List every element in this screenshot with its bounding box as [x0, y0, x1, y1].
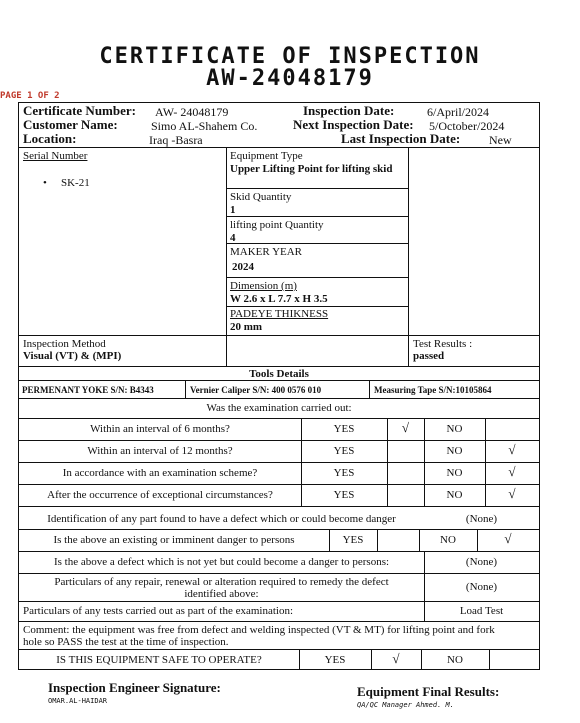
tool-tape: Measuring Tape S/N:10105864 — [374, 385, 492, 395]
cell-divider — [485, 462, 486, 484]
repair-question-l1: Particulars of any repair, renewal or alteration required to remedy the defect — [54, 576, 389, 588]
exam-row-no-check: √ — [508, 442, 516, 457]
defect-id-answer: (None) — [465, 513, 498, 525]
method-value: Visual (VT) & (MPI) — [23, 350, 122, 362]
exam-row-question: In accordance with an examination scheme? — [62, 467, 258, 479]
skid-qty-label: Skid Quantity — [230, 191, 292, 203]
cell-divider — [424, 484, 425, 506]
future-defect-answer: (None) — [465, 556, 498, 568]
final-results-name: QA/QC Manager Ahmed. M. — [357, 701, 454, 709]
cell-divider — [387, 440, 388, 462]
exam-row-no: NO — [446, 423, 463, 435]
method-label: Inspection Method — [23, 338, 106, 350]
row-divider — [19, 484, 539, 485]
results-label: Test Results : — [413, 338, 473, 350]
cell-divider — [387, 418, 388, 440]
lifting-point-qty-label: lifting point Quantity — [230, 219, 324, 231]
lifting-point-qty-value: 4 — [230, 232, 236, 244]
defect-id-question: Identification of any part found to have a defect which or could become danger — [47, 513, 396, 525]
cert-value: AW- 24048179 — [155, 105, 229, 119]
cell-divider — [387, 484, 388, 506]
tool-caliper: Vernier Caliper S/N: 400 0576 010 — [190, 385, 322, 395]
next-date-label: Next Inspection Date: — [293, 117, 414, 132]
cell-divider — [485, 418, 486, 440]
exam-row-yes: YES — [333, 423, 355, 435]
insp-date-label: Inspection Date: — [303, 103, 395, 118]
row-divider — [19, 506, 539, 507]
signature-label: Inspection Engineer Signature: — [48, 680, 221, 695]
padeye-label: PADEYE THIKNESS — [230, 308, 329, 320]
exam-row-yes: YES — [333, 467, 355, 479]
repair-answer: (None) — [465, 581, 498, 593]
page-label: PAGE 1 OF 2 — [0, 91, 60, 101]
exam-row-no: NO — [446, 467, 463, 479]
last-date-label: Last Inspection Date: — [341, 131, 461, 146]
certificate-number-title: AW-24048179 — [206, 66, 374, 91]
exam-row-question: Within an interval of 12 months? — [87, 445, 233, 457]
future-defect-question: Is the above a defect which is not yet but could become a danger to persons: — [53, 556, 390, 568]
certificate-title: CERTIFICATE OF INSPECTION — [99, 44, 481, 69]
cell-divider — [387, 462, 388, 484]
comment-line-2: hole so PASS the test at the time of inspection. — [23, 636, 229, 648]
exam-row-yes: YES — [333, 489, 355, 501]
danger-question: Is the above an existing or imminent danger to persons — [53, 534, 295, 546]
insp-date-value: 6/April/2024 — [427, 105, 489, 119]
safe-yes-check: √ — [392, 651, 400, 666]
equipment-type-value: Upper Lifting Point for lifting skid — [230, 163, 393, 175]
exam-question: Was the examination carried out: — [206, 402, 352, 414]
exam-row-yes-check: √ — [401, 420, 410, 435]
customer-label: Customer Name: — [23, 117, 118, 132]
maker-year-value: 2024 — [232, 261, 254, 273]
results-value: passed — [413, 350, 445, 362]
dimension-value: W 2.6 x L 7.7 x H 3.5 — [230, 293, 328, 305]
danger-no-check: √ — [504, 531, 512, 546]
cell-divider — [301, 484, 302, 506]
next-date-value: 5/October/2024 — [429, 119, 505, 133]
exam-row-no-check: √ — [508, 486, 516, 501]
safe-yes: YES — [324, 654, 346, 666]
padeye-value: 20 mm — [230, 321, 263, 333]
dimension-label: Dimension (m) — [230, 280, 297, 292]
serial-value: SK-21 — [61, 177, 90, 189]
cell-divider — [485, 484, 486, 506]
serial-bullet: • — [43, 177, 47, 189]
location-value: Iraq -Basra — [149, 133, 203, 147]
exam-row-yes: YES — [333, 445, 355, 457]
comment-line-1: Comment: the equipment was free from defect and welding inspected (VT & MT) for lifting point and fork — [23, 624, 495, 636]
tools-title: Tools Details — [249, 368, 309, 380]
inspection-table — [18, 102, 540, 670]
tool-yoke: PERMENANT YOKE S/N: B4343 — [22, 385, 154, 395]
cell-divider — [424, 418, 425, 440]
safe-question: IS THIS EQUIPMENT SAFE TO OPERATE? — [56, 654, 262, 666]
exam-row-no: NO — [446, 489, 463, 501]
skid-qty-value: 1 — [230, 204, 236, 216]
exam-row-no: NO — [446, 445, 463, 457]
customer-value: Simo AL-Shahem Co. — [151, 119, 258, 133]
cell-divider — [301, 440, 302, 462]
danger-no: NO — [440, 534, 456, 546]
row-divider — [19, 440, 539, 441]
cell-divider — [424, 462, 425, 484]
serial-label: Serial Number — [23, 150, 88, 162]
cert-label: Certificate Number: — [23, 103, 136, 118]
safe-no: NO — [447, 654, 463, 666]
exam-row-question: Within an interval of 6 months? — [90, 423, 230, 435]
location-label: Location: — [23, 131, 77, 146]
exam-row-no-check: √ — [508, 464, 516, 479]
equipment-type-label: Equipment Type — [230, 150, 303, 162]
cell-divider — [424, 440, 425, 462]
cell-divider — [301, 418, 302, 440]
row-divider — [19, 462, 539, 463]
danger-yes: YES — [342, 534, 364, 546]
signature-name: OMAR.AL-HAIDAR — [48, 697, 108, 705]
tests-question: Particulars of any tests carried out as part of the examination: — [23, 605, 294, 617]
cell-divider — [485, 440, 486, 462]
last-date-value: New — [489, 133, 512, 147]
cell-divider — [301, 462, 302, 484]
exam-row-question: After the occurrence of exceptional circumstances? — [47, 489, 273, 501]
maker-year-label: MAKER YEAR — [230, 246, 303, 258]
final-results-label: Equipment Final Results: — [357, 684, 500, 699]
tests-answer: Load Test — [459, 605, 504, 617]
repair-question-l2: identified above: — [184, 588, 259, 600]
